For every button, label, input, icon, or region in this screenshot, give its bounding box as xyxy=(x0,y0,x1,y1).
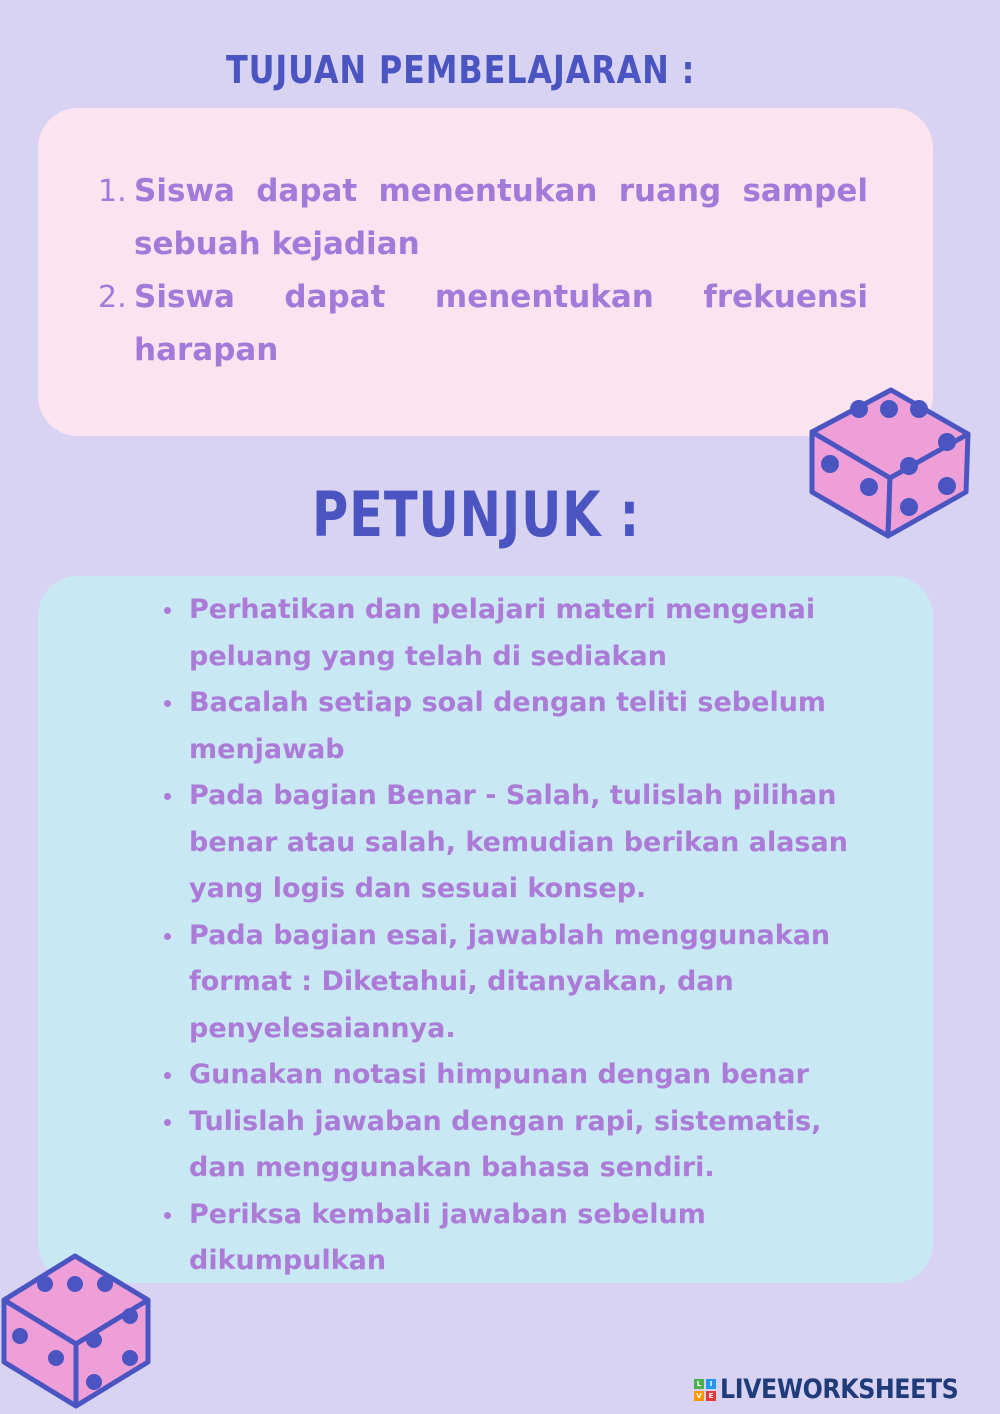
objectives-list xyxy=(98,165,868,377)
objectives-heading: TUJUAN PEMBELAJARAN : xyxy=(226,48,696,92)
instruction-item: Pada bagian Benar - Salah, tulislah pilihan benar atau salah, kemudian berikan alasan yang logis dan sesuai konsep. xyxy=(160,773,860,913)
brand-mark-icon: L I V E xyxy=(694,1379,716,1401)
instruction-item: Periksa kembali jawaban sebelum dikumpulkan xyxy=(160,1192,860,1285)
instruction-item: Perhatikan dan pelajari materi mengenai peluang yang telah di sediakan xyxy=(160,587,860,680)
objective-number: 1. xyxy=(98,174,127,209)
instruction-item: Tulislah jawaban dengan rapi, sistematis, dan menggunakan bahasa sendiri. xyxy=(160,1099,860,1192)
objective-text: Siswa dapat menentukan ruang sampel sebuah kejadian xyxy=(134,173,868,262)
objective-item-1 xyxy=(98,165,868,271)
instructions-heading: PETUNJUK : xyxy=(312,478,641,551)
dice-icon xyxy=(0,1252,152,1410)
instructions-list xyxy=(160,587,860,1285)
objective-number: 2. xyxy=(98,280,127,315)
instruction-item: Bacalah setiap soal dengan teliti sebelum menjawab xyxy=(160,680,860,773)
objective-item-2 xyxy=(98,271,868,377)
instruction-item: Pada bagian esai, jawablah menggunakan format : Diketahui, ditanyakan, dan penyelesaiannya. xyxy=(160,913,860,1053)
dice-icon xyxy=(806,384,972,544)
brand-logo xyxy=(694,1374,991,1405)
brand-name: LIVEWORKSHEETS xyxy=(720,1374,959,1405)
instruction-item: Gunakan notasi himpunan dengan benar xyxy=(160,1052,860,1099)
objective-text: Siswa dapat menentukan frekuensi harapan xyxy=(134,279,868,368)
